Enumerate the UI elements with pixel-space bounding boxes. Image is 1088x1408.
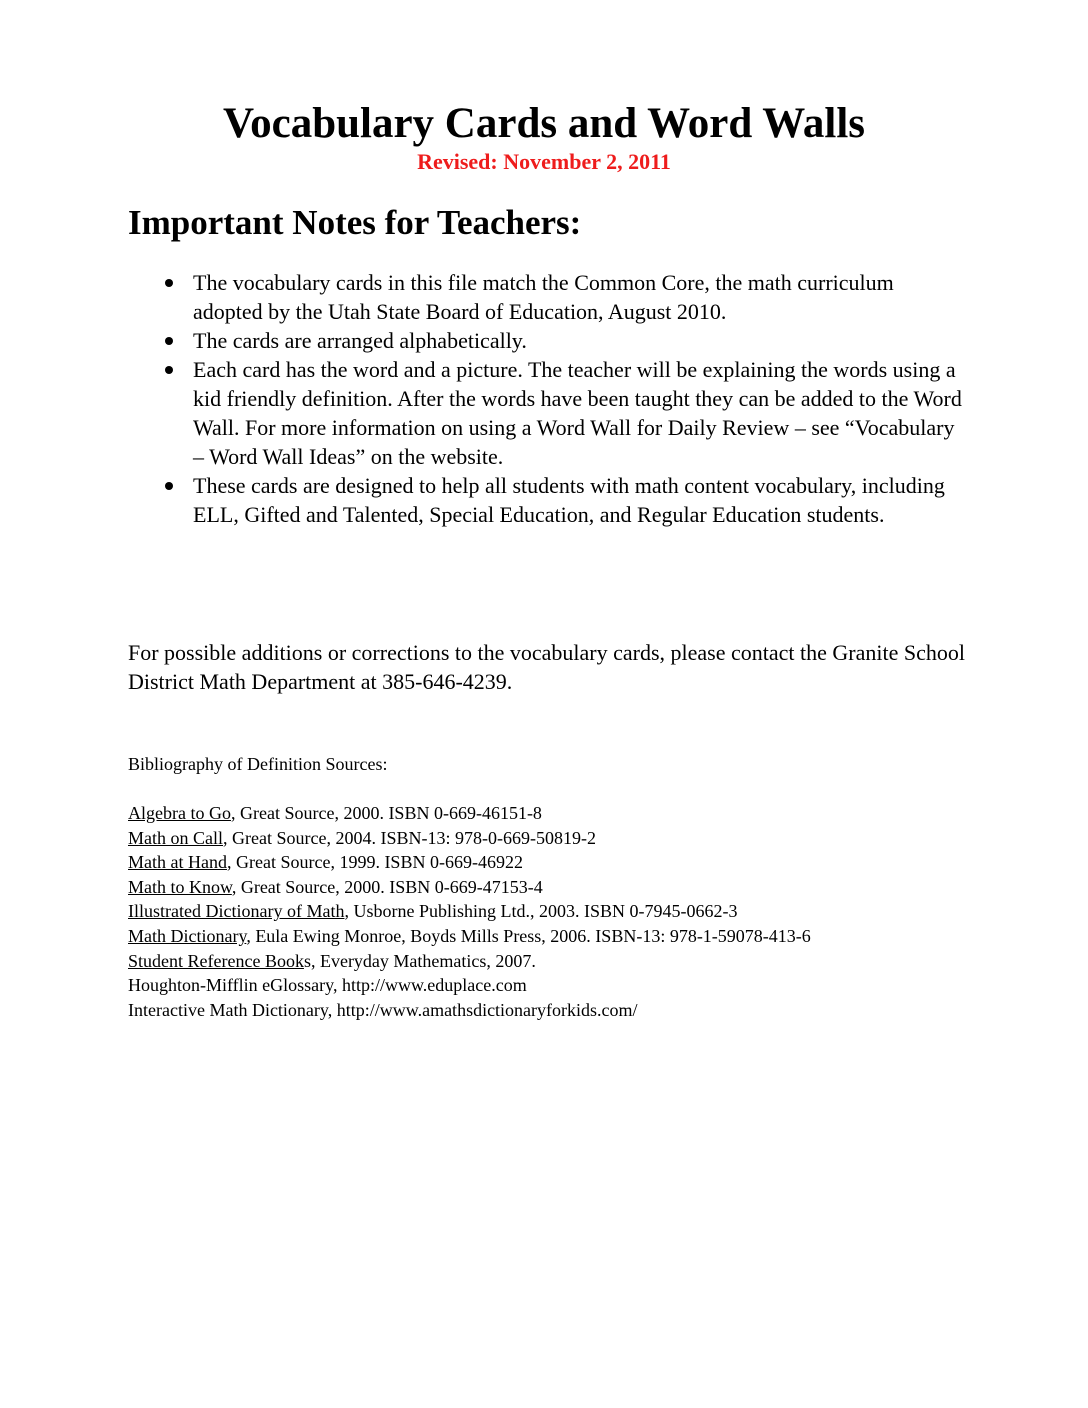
document-title: Vocabulary Cards and Word Walls (223, 100, 865, 147)
bibliography-entry (128, 899, 1028, 924)
source-title: Math at Hand (128, 852, 227, 873)
bibliography-entry (128, 850, 1028, 875)
bibliography-entry (128, 826, 1028, 851)
note-item (128, 268, 968, 326)
bibliography-title: Bibliography of Definition Sources: (128, 754, 388, 774)
bullet-icon (165, 279, 173, 287)
note-text: Each card has the word and a picture. The teacher will be explaining the words using a kid friendly definition. After the words have been taught they can be added to the Word Wall. For more information on using a Word Wall for Daily Review – see “Vocabulary – Word Wall Ideas” on the website. (193, 357, 962, 469)
note-item (128, 355, 968, 471)
source-details: , Great Source, 2000. ISBN 0-669-46151-8 (230, 803, 542, 823)
source-details: , Great Source, 2000. ISBN 0-669-47153-4 (231, 876, 543, 897)
bullet-icon (165, 337, 173, 345)
notes-list (128, 268, 968, 529)
note-text: The vocabulary cards in this file match the Common Core, the math curriculum adopted by the Utah State Board of Education, August 2010. (193, 270, 894, 324)
source-details: Interactive Math Dictionary, http://www.amathsdictionaryforkids.com/ (128, 999, 638, 1020)
revised-date: Revised: November 2, 2011 (417, 149, 671, 174)
contact-paragraph: For possible additions or corrections to the vocabulary cards, please contact the Granite School District Math Department at 385-646-4239. (128, 640, 965, 694)
bibliography-list (128, 801, 1028, 1022)
bibliography-entry (128, 801, 1028, 826)
bullet-icon (165, 366, 173, 374)
bibliography-entry (128, 998, 1028, 1023)
bibliography-entry (128, 973, 1028, 998)
source-details: , Usborne Publishing Ltd., 2003. ISBN 0-7945-0662-3 (344, 901, 738, 922)
source-details: , Great Source, 2004. ISBN-13: 978-0-669-50819-2 (223, 827, 596, 848)
source-title: Math to Know (128, 876, 232, 897)
bibliography-entry (128, 875, 1028, 900)
notes-heading: Important Notes for Teachers: (128, 203, 582, 242)
source-title: Math Dictionary (128, 925, 247, 946)
source-details: s, Everyday Mathematics, 2007. (303, 950, 536, 971)
source-details: Houghton-Mifflin eGlossary, http://www.eduplace.com (128, 975, 527, 996)
source-title: Student Reference Book (128, 950, 304, 971)
bibliography-entry (128, 924, 1028, 949)
source-details: , Eula Ewing Monroe, Boyds Mills Press, 2006. ISBN-13: 978-1-59078-413-6 (246, 925, 811, 946)
source-title: Math on Call (128, 827, 223, 848)
bullet-icon (165, 482, 173, 490)
source-details: , Great Source, 1999. ISBN 0-669-46922 (226, 852, 523, 873)
note-item (128, 471, 968, 529)
note-text: These cards are designed to help all students with math content vocabulary, including ELL, Gifted and Talented, Special Education, and Regular Education students. (193, 473, 945, 527)
note-item (128, 326, 968, 355)
bibliography-entry (128, 949, 1028, 974)
source-title: Illustrated Dictionary of Math (128, 901, 345, 922)
source-title: Algebra to Go (128, 803, 231, 823)
note-text: The cards are arranged alphabetically. (193, 328, 527, 353)
